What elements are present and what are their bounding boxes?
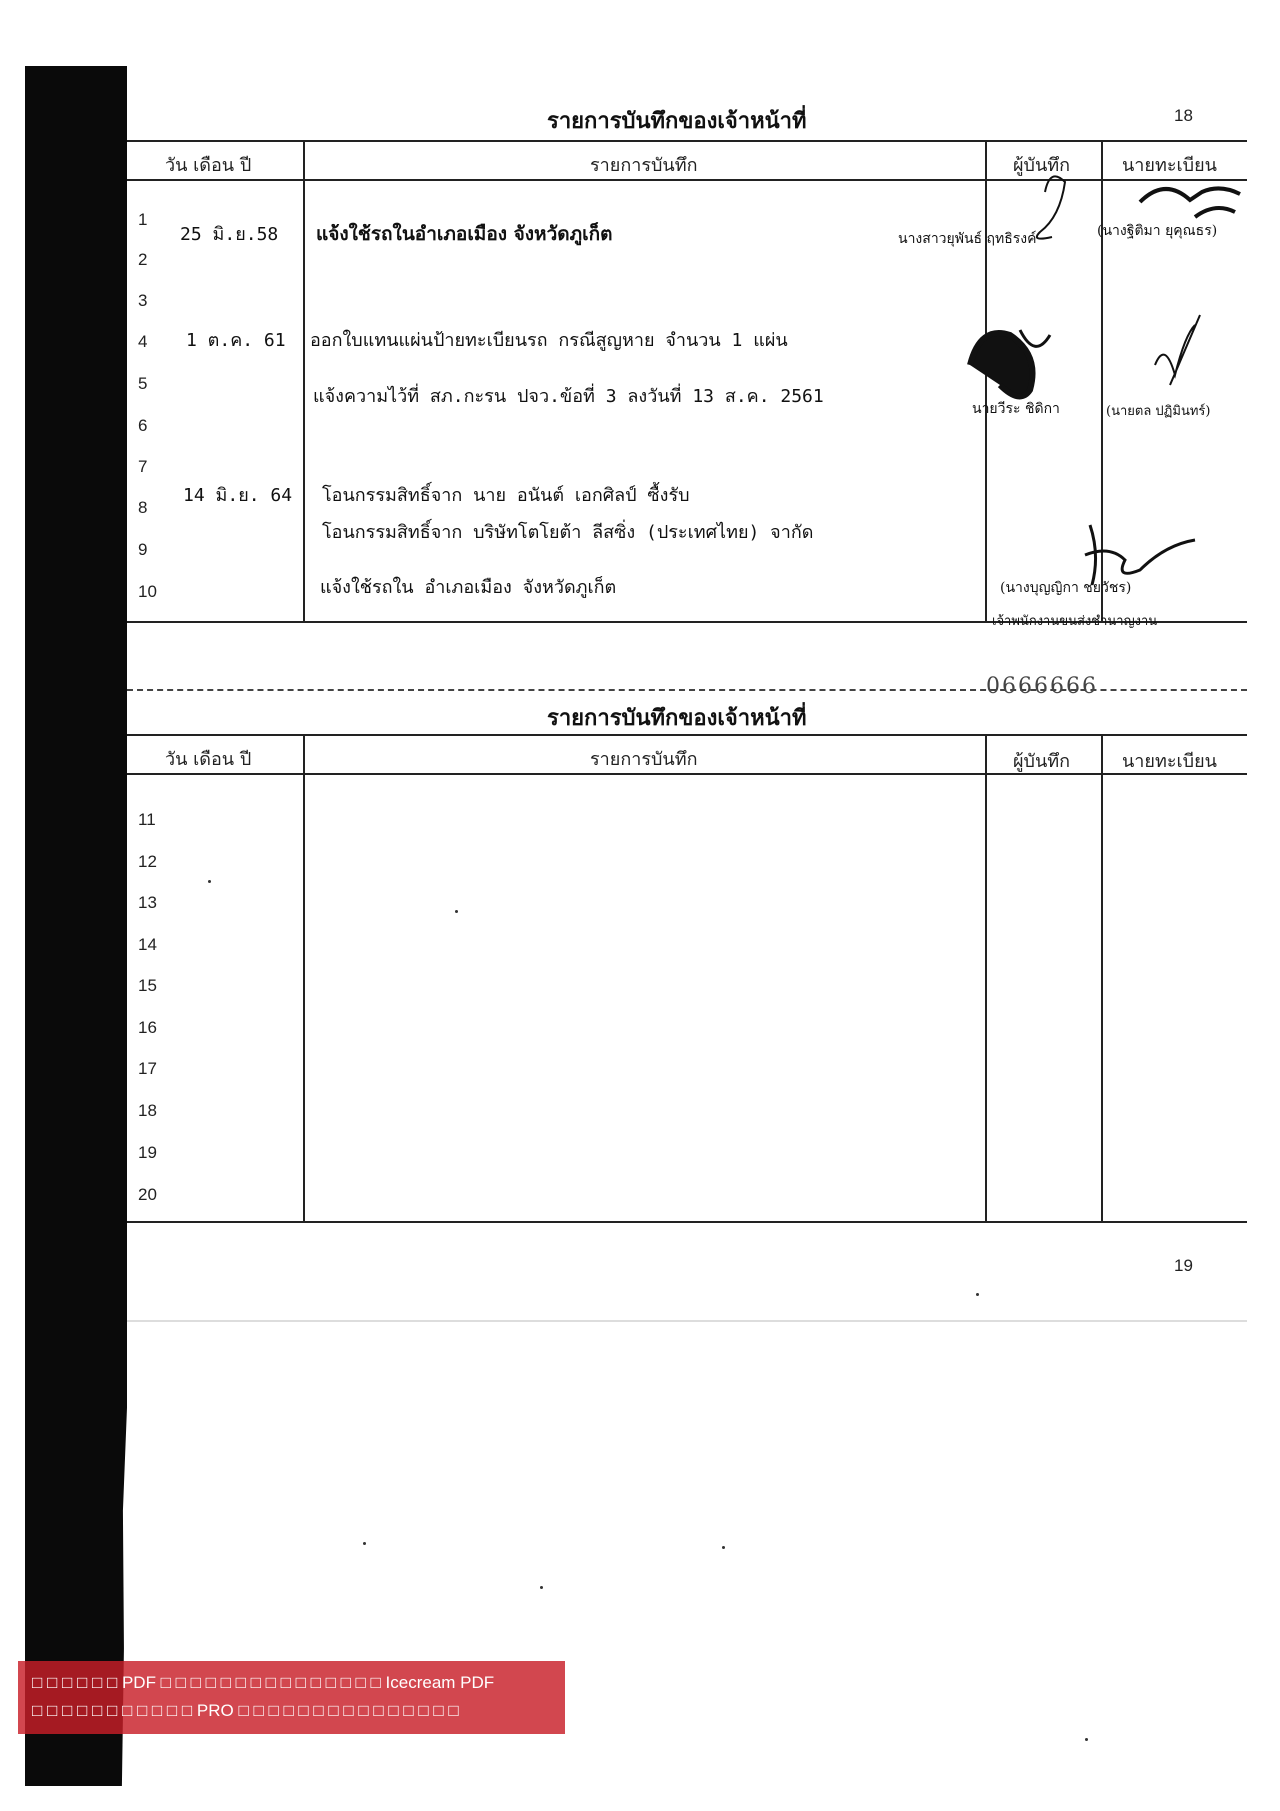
- page-number-bottom: 19: [1174, 1256, 1193, 1275]
- scanned-sheet-edge: [127, 1320, 1247, 1322]
- scan-speck: [976, 1293, 979, 1296]
- handwritten-signature: [1070, 515, 1220, 595]
- watermark-line: □ □ □ □ □ □ □ □ □ □ □ PRO □ □ □ □ □ □ □ □ □ □ □ □ □ □ □: [32, 1701, 459, 1720]
- header-recorder: ผู้บันทึก: [1013, 155, 1071, 176]
- row-number: 7: [138, 457, 148, 476]
- col-divider-1: [303, 140, 305, 621]
- recorder-signature-name: นางสาวยุพันธ์ ฤทธิรงค์: [898, 231, 1037, 247]
- header-record: รายการบันทึก: [590, 155, 698, 176]
- table-bottom-border: [127, 1221, 1247, 1223]
- row-number: 16: [138, 1018, 157, 1037]
- row-number: 15: [138, 976, 157, 995]
- table-header-divider: [127, 773, 1247, 775]
- recorder-position-title: เจ้าพนักงานขนส่งชำนาญงาน: [992, 614, 1158, 629]
- scan-speck: [363, 1542, 366, 1545]
- entry-line: ออกใบแทนแผ่นป้ายทะเบียนรถ กรณีสูญหาย จำนวน 1 แผ่น: [310, 330, 788, 351]
- row-number: 1: [138, 210, 148, 229]
- row-number: 14: [138, 935, 157, 954]
- row-number: 6: [138, 416, 148, 435]
- page-title-top: รายการบันทึกของเจ้าหน้าที่: [547, 109, 807, 134]
- row-number: 19: [138, 1143, 157, 1162]
- serial-number-fragment: 0666666: [986, 674, 1098, 699]
- row-number: 8: [138, 498, 148, 517]
- row-number: 4: [138, 332, 148, 351]
- pdf-tool-watermark: [18, 1661, 565, 1734]
- col-divider-3: [1101, 734, 1103, 1221]
- table-top-border: [127, 734, 1247, 736]
- row-number: 10: [138, 582, 157, 601]
- scanner-black-edge: [25, 66, 127, 1786]
- page-number-top: 18: [1174, 106, 1193, 125]
- registrar-signature-name: (นายตล ปฏิมินทร์): [1106, 404, 1211, 419]
- header-registrar: นายทะเบียน: [1122, 751, 1217, 772]
- page-title-bottom: รายการบันทึกของเจ้าหน้าที่: [547, 706, 807, 731]
- recorder-signature-name: นายวีระ ชิดิกา: [972, 401, 1060, 417]
- col-divider-2: [985, 734, 987, 1221]
- row-number: 2: [138, 250, 148, 269]
- entry-line: แจ้งความไว้ที่ สภ.กะรน ปจว.ข้อที่ 3 ลงวันที่ 13 ส.ค. 2561: [313, 386, 824, 407]
- handwritten-signature: [960, 305, 1260, 415]
- header-registrar: นายทะเบียน: [1122, 155, 1217, 176]
- recorder-signature-name: (นางบุญญิกา ชยวัชร): [1000, 580, 1132, 596]
- entry-date: 14 มิ.ย. 64: [183, 485, 293, 506]
- header-date: วัน เดือน ปี: [165, 749, 252, 770]
- col-divider-1: [303, 734, 305, 1221]
- row-number: 9: [138, 540, 148, 559]
- handwritten-signature: [990, 162, 1260, 272]
- scan-speck: [208, 880, 211, 883]
- row-number: 17: [138, 1059, 157, 1078]
- watermark-line: □ □ □ □ □ □ PDF □ □ □ □ □ □ □ □ □ □ □ □ □ □ □ Icecream PDF: [32, 1673, 495, 1692]
- header-record: รายการบันทึก: [590, 749, 698, 770]
- entry-line: แจ้งใช้รถในอำเภอเมือง จังหวัดภูเก็ต: [316, 223, 613, 245]
- entry-date: 1 ต.ค. 61: [186, 330, 286, 351]
- header-date: วัน เดือน ปี: [165, 155, 252, 176]
- scan-speck: [540, 1586, 543, 1589]
- row-number: 3: [138, 291, 148, 310]
- row-number: 11: [138, 810, 156, 829]
- row-number: 20: [138, 1185, 157, 1204]
- scan-speck: [455, 910, 458, 913]
- scan-speck: [1085, 1738, 1088, 1741]
- entry-line: โอนกรรมสิทธิ์จาก นาย อนันต์ เอกศิลป์ ซื้งรับ: [322, 485, 690, 506]
- row-number: 5: [138, 374, 148, 393]
- scan-speck: [722, 1546, 725, 1549]
- row-number: 18: [138, 1101, 157, 1120]
- entry-line: โอนกรรมสิทธิ์จาก บริษัทโตโยต้า ลีสซิ่ง (ประเทศไทย) จากัด: [322, 522, 814, 543]
- row-number: 13: [138, 893, 157, 912]
- row-number: 12: [138, 852, 157, 871]
- header-recorder: ผู้บันทึก: [1013, 751, 1071, 772]
- entry-date: 25 มิ.ย.58: [180, 224, 279, 245]
- entry-line: แจ้งใช้รถใน อำเภอเมือง จังหวัดภูเก็ต: [320, 577, 617, 598]
- table-top-border: [127, 140, 1247, 142]
- registrar-signature-name: (นางฐิติมา ยุคุณธร): [1097, 223, 1218, 239]
